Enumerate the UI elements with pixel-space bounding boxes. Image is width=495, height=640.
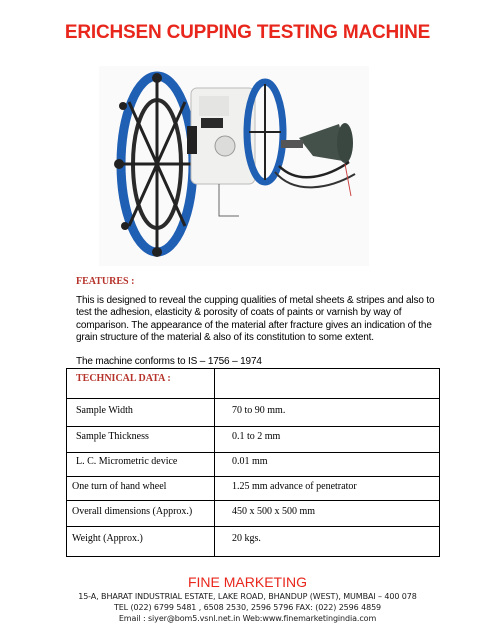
standard-conformance: The machine conforms to IS – 1756 – 1974	[76, 356, 262, 367]
value-hand-wheel: 1.25 mm advance of penetrator	[232, 481, 357, 492]
param-lc-micrometric: L. C. Micrometric device	[76, 456, 178, 467]
technical-data-label: TECHNICAL DATA :	[76, 373, 171, 384]
features-description: This is designed to reveal the cupping qualities of metal sheets & stripes and also to test the adhesion, elasticity & porosity of coats of paints or varnish by way of comparison. The appearance of the material after fracture gives an indication of the grain structure of the material & also of its constitution to some extent.	[76, 295, 435, 343]
company-contact: Email : siyer@bom5.vsnl.net.in Web:www.finemarketingindia.com	[118, 614, 377, 623]
machine-photo	[99, 66, 369, 266]
param-sample-thickness: Sample Thickness	[76, 431, 149, 442]
value-sample-thickness: 0.1 to 2 mm	[232, 431, 281, 442]
company-address: 15-A, BHARAT INDUSTRIAL ESTATE, LAKE ROAD, BHANDUP (WEST), MUMBAI – 400 078	[78, 592, 417, 601]
page-title: ERICHSEN CUPPING TESTING MACHINE	[64, 22, 431, 43]
company-name: FINE MARKETING	[187, 574, 307, 590]
value-weight: 20 kgs.	[232, 533, 261, 544]
value-overall-dimensions: 450 x 500 x 500 mm	[232, 506, 316, 517]
technical-data-table	[66, 368, 440, 557]
param-sample-width: Sample Width	[76, 405, 133, 416]
features-label: FEATURES :	[76, 276, 135, 287]
value-lc-micrometric: 0.01 mm	[232, 456, 268, 467]
param-overall-dimensions: Overall dimensions (Approx.)	[72, 506, 193, 517]
param-weight: Weight (Approx.)	[72, 533, 143, 544]
value-sample-width: 70 to 90 mm.	[232, 405, 286, 416]
param-hand-wheel: One turn of hand wheel	[72, 481, 167, 492]
company-phone: TEL (022) 6799 5481 , 6508 2530, 2596 5796 FAX: (022) 2596 4859	[113, 603, 382, 612]
